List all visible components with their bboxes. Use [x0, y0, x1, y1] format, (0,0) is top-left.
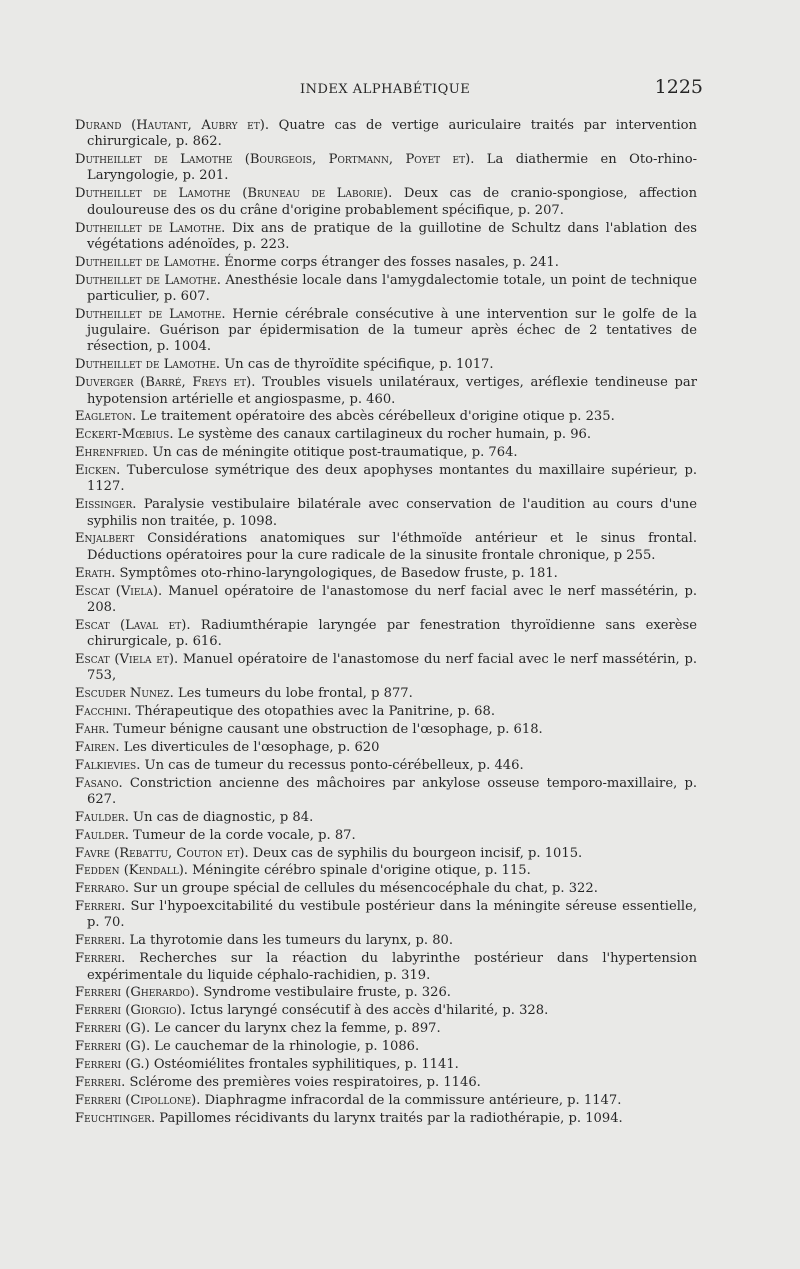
entry-author: Dutheillet de Lamothe. [75, 220, 226, 236]
index-entry [75, 863, 697, 879]
entry-text: Papillomes récidivants du larynx traités par la radiothérapie, p. 1094. [155, 1110, 623, 1126]
index-entry [75, 1003, 697, 1019]
index-entry [75, 1093, 697, 1109]
index-entry [75, 118, 697, 151]
entry-author: Duverger (Barré, Freys et). [75, 375, 256, 391]
entry-text: Paralysie vestibulaire bilatérale avec conservation de l'audition au cours d'une syphilis non traitée, p. 1098. [87, 497, 697, 529]
index-entries [75, 118, 697, 1129]
index-entry [75, 584, 697, 617]
index-entry [75, 899, 697, 932]
entry-author: Eckert-Mœbius. [75, 427, 174, 443]
entry-text: Symptômes oto-rhino-laryngologiques, de Basedow fruste, p. 181. [115, 565, 558, 581]
index-entry [75, 828, 697, 844]
entry-text: Considérations anatomiques sur l'éthmoïde antérieur et le sinus frontal. Déductions opératoires pour la cure radicale de la sinusite frontale chronique, p 255. [87, 531, 697, 563]
index-entry [75, 566, 697, 582]
entry-author: Ferreri (G). [75, 1021, 151, 1037]
page-header [75, 76, 703, 106]
entry-text: Tumeur de la corde vocale, p. 87. [128, 827, 356, 843]
entry-author: Ferreri (Gherardo). [75, 985, 200, 1001]
index-entry [75, 531, 697, 564]
index-entry [75, 618, 697, 651]
entry-author: Escat (Viela). [75, 583, 163, 599]
index-entry [75, 881, 697, 897]
entry-author: Falkievies. [75, 757, 141, 773]
index-entry [75, 758, 697, 774]
entry-author: Dutheillet de Lamothe (Bruneau de Laborie). [75, 186, 393, 202]
index-entry [75, 985, 697, 1001]
index-entry [75, 375, 697, 408]
entry-author: Dutheillet de Lamothe (Bourgeois, Portmann, Poyet et). [75, 152, 475, 168]
entry-text: Troubles visuels unilatéraux, vertiges, aréflexie tendineuse par hypotension artérielle et angiospasme, p. 460. [87, 375, 697, 407]
entry-author: Eicken. [75, 463, 121, 479]
index-entry [75, 1057, 697, 1073]
entry-text: Syndrome vestibulaire fruste, p. 326. [199, 985, 451, 1001]
entry-author: Escat (Viela et). [75, 651, 179, 667]
entry-author: Faulder. [75, 809, 129, 825]
entry-author: Escat (Laval et). [75, 617, 191, 633]
entry-text: Manuel opératoire de l'anastomose du nerf facial avec le nerf massétérin, p. 753, [87, 651, 698, 684]
index-entry [75, 704, 697, 720]
entry-text: Hernie cérébrale consécutive à une intervention sur le golfe de la jugulaire. Guérison par épidermisation de la tumeur après échec de 2 tentatives de résection, p. 1004. [87, 306, 697, 355]
entry-text: La thyrotomie dans les tumeurs du larynx, p. 80. [125, 933, 454, 949]
index-entry [75, 221, 697, 254]
entry-author: Dutheillet de Lamothe. [75, 254, 221, 270]
entry-text: Manuel opératoire de l'anastomose du nerf facial avec le nerf massétérin, p. 208. [87, 583, 698, 615]
index-entry [75, 846, 697, 862]
entry-author: Escuder Nunez. [75, 686, 174, 702]
index-entry [75, 409, 697, 425]
entry-text: Énorme corps étranger des fosses nasales, p. 241. [220, 254, 559, 270]
entry-text: Le cancer du larynx chez la femme, p. 897. [150, 1021, 441, 1037]
index-entry [75, 463, 697, 496]
entry-author: Ferraro. [75, 881, 130, 897]
entry-text: Un cas de méningite otitique post-traumatique, p. 764. [148, 445, 518, 461]
entry-author: Fairen. [75, 739, 120, 755]
index-entry [75, 186, 697, 219]
entry-text: Dix ans de pratique de la guillotine de Schultz dans l'ablation des végétations adénoïdes, p. 223. [87, 220, 697, 252]
entry-text: Constriction ancienne des mâchoires par ankylose osseuse temporo-maxillaire, p. 627. [87, 775, 697, 807]
entry-author: Ferreri (G). [75, 1039, 151, 1055]
index-entry [75, 273, 697, 306]
entry-author: Fahr. [75, 721, 110, 737]
index-entry [75, 307, 697, 356]
page-number: 1225 [654, 76, 703, 98]
entry-text: Un cas de diagnostic, p 84. [128, 809, 314, 825]
entry-text: Sur l'hypoexcitabilité du vestibule postérieur dans la méningite séreuse essentielle, p. 70. [87, 899, 697, 931]
entry-author: Feuchtinger. [75, 1110, 156, 1126]
entry-text: Sclérome des premières voies respiratoires, p. 1146. [125, 1074, 481, 1090]
entry-author: Fedden (Kendall). [75, 863, 188, 879]
running-title: INDEX ALPHABÉTIQUE [300, 82, 471, 97]
entry-text: Tuberculose symétrique des deux apophyses montantes du maxillaire supérieur, p. 1127. [87, 463, 697, 495]
entry-author: Ferreri. [75, 933, 126, 949]
index-entry [75, 1039, 697, 1055]
entry-author: Ferreri. [75, 899, 126, 915]
index-entry [75, 740, 697, 756]
index-entry [75, 445, 697, 461]
index-entry [75, 255, 697, 271]
index-entry [75, 427, 697, 443]
entry-author: Enjalbert [75, 531, 135, 547]
entry-text: Les tumeurs du lobe frontal, p 877. [173, 686, 413, 702]
entry-text: Méningite cérébro spinale d'origine otique, p. 115. [187, 863, 531, 879]
index-entry [75, 722, 697, 738]
entry-author: Ferreri. [75, 1074, 126, 1090]
entry-author: Durand (Hautant, Aubry et). [75, 118, 269, 133]
entry-text: Radiumthérapie laryngée par fenestration thyroïdienne sans exerèse chirurgicale, p. 616. [87, 617, 697, 649]
entry-author: Favre (Rebattu, Couton et). [75, 845, 249, 861]
entry-author: Ferreri (Giorgio). [75, 1003, 186, 1019]
entry-author: Dutheillet de Lamothe. [75, 306, 226, 322]
entry-text: Ostéomiélites frontales syphilitiques, p. 1141. [149, 1057, 459, 1072]
entry-author: Ferreri (Cipollone). [75, 1092, 201, 1108]
entry-text: Recherches sur la réaction du labyrinthe postérieur dans l'hypertension expérimentale du liquide céphalo-rachidien, p. 319. [87, 951, 697, 983]
entry-text: Deux cas de cranio-spongiose, affection douloureuse des os du crâne d'origine probablement spécifique, p. 207. [87, 186, 697, 218]
entry-text: Anesthésie locale dans l'amygdalectomie totale, un point de technique particulier, p. 607. [87, 272, 697, 304]
entry-text: La diathermie en Oto-rhino-Laryngologie, p. 201. [87, 152, 698, 184]
index-entry [75, 686, 697, 702]
entry-author: Dutheillet de Lamothe. [75, 272, 221, 288]
index-entry [75, 152, 697, 185]
index-entry [75, 1021, 697, 1037]
entry-text: Le système des canaux cartilagineux du rocher humain, p. 96. [173, 427, 592, 443]
entry-author: Eagleton. [75, 409, 137, 425]
index-entry [75, 1111, 697, 1127]
entry-author: Faulder. [75, 827, 129, 843]
index-entry [75, 776, 697, 809]
entry-text: Le traitement opératoire des abcès cérébelleux d'origine otique p. 235. [136, 409, 615, 425]
index-entry [75, 652, 697, 685]
entry-text: Deux cas de syphilis du bourgeon incisif, p. 1015. [248, 845, 583, 861]
index-entry [75, 810, 697, 826]
entry-author: Ferreri (G.) [75, 1057, 150, 1072]
entry-text: Ictus laryngé consécutif à des accès d'hilarité, p. 328. [185, 1003, 549, 1019]
index-entry [75, 951, 697, 984]
entry-author: Facchini. [75, 703, 132, 719]
entry-author: Fasano. [75, 775, 123, 791]
entry-text: Les diverticules de l'œsophage, p. 620 [119, 739, 380, 755]
entry-author: Ferreri. [75, 951, 126, 967]
entry-author: Erath. [75, 565, 116, 581]
entry-text: Un cas de thyroïdite spécifique, p. 1017. [220, 357, 494, 373]
entry-text: Quatre cas de vertige auriculaire traités par intervention chirurgicale, p. 862. [87, 118, 697, 150]
index-entry [75, 933, 697, 949]
entry-author: Ehrenfried. [75, 445, 149, 461]
entry-text: Sur un groupe spécial de cellules du mésencocéphale du chat, p. 322. [129, 881, 598, 897]
entry-text: Diaphragme infracordal de la commissure antérieure, p. 1147. [200, 1092, 622, 1108]
entry-text: Thérapeutique des otopathies avec la Panitrine, p. 68. [131, 703, 495, 719]
index-entry [75, 357, 697, 373]
entry-author: Eissinger. [75, 497, 137, 513]
entry-author: Dutheillet de Lamothe. [75, 357, 221, 373]
index-entry [75, 1075, 697, 1091]
entry-text: Un cas de tumeur du recessus ponto-cérébelleux, p. 446. [140, 757, 524, 773]
entry-text: Tumeur bénigne causant une obstruction de l'œsophage, p. 618. [109, 721, 543, 737]
index-entry [75, 497, 697, 530]
entry-text: Le cauchemar de la rhinologie, p. 1086. [150, 1039, 420, 1055]
